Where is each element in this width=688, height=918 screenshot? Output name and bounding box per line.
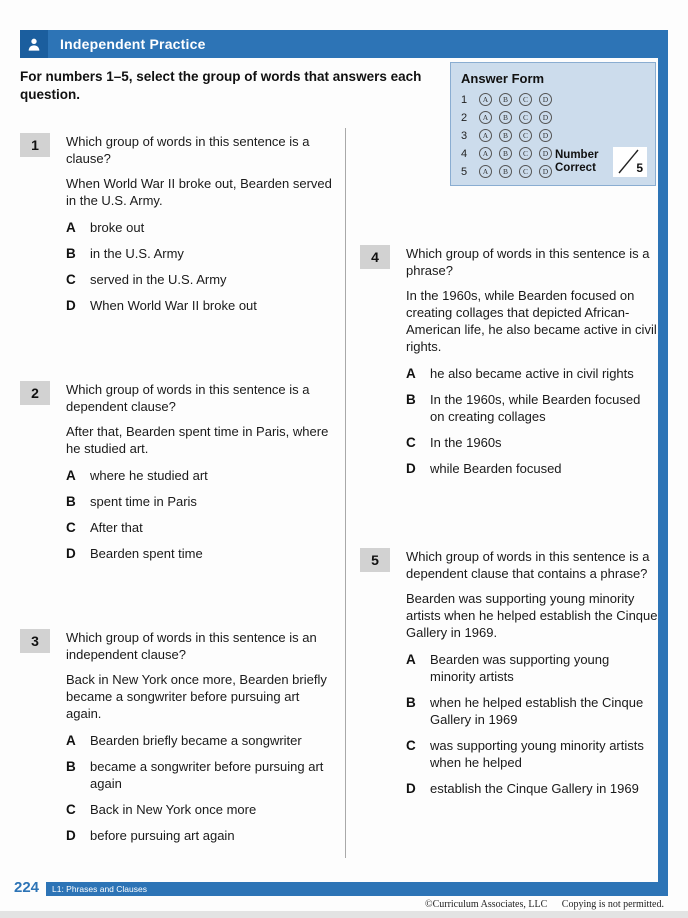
choices-list xyxy=(66,219,335,314)
bubble-c-icon[interactable]: C xyxy=(519,147,532,160)
choice-text: became a songwriter before pursuing art again xyxy=(90,759,324,791)
bubble-d-icon[interactable]: D xyxy=(539,165,552,178)
question-passage: In the 1960s, while Bearden focused on creating collages that depicted African-American life, he also became active in civil rights. xyxy=(406,288,657,354)
answer-choice-a[interactable] xyxy=(66,467,335,484)
question-prompt: Which group of words in this sentence is a dependent clause? xyxy=(66,382,310,414)
question-2 xyxy=(20,381,335,571)
answer-choice-b[interactable] xyxy=(66,245,335,262)
choices-list xyxy=(66,732,335,844)
question-1 xyxy=(20,133,335,323)
choice-letter: B xyxy=(66,246,76,261)
choice-text: served in the U.S. Army xyxy=(90,272,227,287)
choice-letter: D xyxy=(66,298,76,313)
question-number: 4 xyxy=(360,245,390,269)
choice-text: Bearden was supporting young minority artists xyxy=(430,652,610,684)
question-5 xyxy=(360,548,658,806)
bubble-a-icon[interactable]: A xyxy=(479,165,492,178)
choice-text: was supporting young minority artists when he helped xyxy=(430,738,644,770)
choice-letter: C xyxy=(406,738,416,753)
choice-letter: A xyxy=(406,366,416,381)
question-prompt: Which group of words in this sentence is a phrase? xyxy=(406,246,650,278)
number-correct-label: Number Correct xyxy=(555,149,599,174)
person-icon xyxy=(20,30,48,58)
answer-choice-c[interactable] xyxy=(66,801,335,818)
answer-choice-b[interactable] xyxy=(66,493,335,510)
question-passage: When World War II broke out, Bearden served in the U.S. Army. xyxy=(66,176,332,208)
question-prompt: Which group of words in this sentence is a clause? xyxy=(66,134,310,166)
directions-text: For numbers 1–5, select the group of words that answers each question. xyxy=(20,69,422,102)
answer-choice-b[interactable] xyxy=(406,391,658,425)
bubble-a-icon[interactable]: A xyxy=(479,93,492,106)
bubble-a-icon[interactable]: A xyxy=(479,111,492,124)
answer-choice-d[interactable] xyxy=(66,827,335,844)
permission-text: Copying is not permitted. xyxy=(561,899,664,910)
question-number: 2 xyxy=(20,381,50,405)
answer-choice-a[interactable] xyxy=(66,732,335,749)
choice-text: When World War II broke out xyxy=(90,298,257,313)
choice-letter: D xyxy=(406,781,416,796)
question-prompt: Which group of words in this sentence is an independent clause? xyxy=(66,630,317,662)
bubble-b-icon[interactable]: B xyxy=(499,111,512,124)
choice-letter: A xyxy=(66,468,76,483)
answer-form-row-2 xyxy=(461,111,645,124)
choice-letter: C xyxy=(406,435,416,450)
question-number: 1 xyxy=(20,133,50,157)
choices-list xyxy=(406,365,658,477)
bubble-b-icon[interactable]: B xyxy=(499,93,512,106)
choice-letter: D xyxy=(66,546,76,561)
answer-row-number: 2 xyxy=(461,111,468,124)
answer-row-number: 1 xyxy=(461,93,468,106)
choice-text: Bearden briefly became a songwriter xyxy=(90,733,302,748)
answer-choice-b[interactable] xyxy=(406,694,658,728)
choice-letter: C xyxy=(66,520,76,535)
question-passage: Back in New York once more, Bearden briefly became a songwriter before pursuing art again. xyxy=(66,672,327,721)
bubble-d-icon[interactable]: D xyxy=(539,129,552,142)
answer-form-row-3 xyxy=(461,129,645,142)
answer-form-title: Answer Form xyxy=(461,71,545,86)
bubble-b-icon[interactable]: B xyxy=(499,147,512,160)
answer-form xyxy=(450,62,656,186)
choice-text: establish the Cinque Gallery in 1969 xyxy=(430,781,639,796)
choice-text: In the 1960s xyxy=(430,435,502,450)
lesson-label: L1: Phrases and Clauses xyxy=(52,884,147,894)
right-column xyxy=(360,245,658,806)
bubble-c-icon[interactable]: C xyxy=(519,93,532,106)
scan-edge xyxy=(0,911,688,918)
bubble-c-icon[interactable]: C xyxy=(519,129,532,142)
choice-text: Bearden spent time xyxy=(90,546,203,561)
bubble-a-icon[interactable]: A xyxy=(479,129,492,142)
choice-text: before pursuing art again xyxy=(90,828,235,843)
score-total: 5 xyxy=(636,161,643,175)
answer-choice-a[interactable] xyxy=(66,219,335,236)
answer-choice-c[interactable] xyxy=(406,434,658,451)
bubble-d-icon[interactable]: D xyxy=(539,147,552,160)
answer-row-number: 5 xyxy=(461,165,468,178)
answer-choice-a[interactable] xyxy=(406,651,658,685)
choice-text: broke out xyxy=(90,220,145,235)
section-title: Independent Practice xyxy=(60,36,206,52)
choice-text: in the U.S. Army xyxy=(90,246,184,261)
choice-letter: B xyxy=(66,759,76,774)
choice-letter: B xyxy=(66,494,76,509)
question-4 xyxy=(360,245,658,486)
choice-letter: A xyxy=(66,220,76,235)
answer-row-number: 4 xyxy=(461,147,468,160)
column-divider xyxy=(345,128,346,858)
answer-choice-b[interactable] xyxy=(66,758,335,792)
choice-text: After that xyxy=(90,520,143,535)
choice-letter: B xyxy=(406,392,416,407)
left-column xyxy=(20,133,335,853)
bubble-b-icon[interactable]: B xyxy=(499,129,512,142)
answer-choice-d[interactable] xyxy=(406,460,658,477)
question-passage: Bearden was supporting young minority artists when he helped establish the Cinque Gallery in 1969. xyxy=(406,591,658,640)
choice-letter: C xyxy=(66,272,76,287)
bubble-d-icon[interactable]: D xyxy=(539,93,552,106)
choice-letter: D xyxy=(406,461,416,476)
choice-letter: D xyxy=(66,828,76,843)
page-edge-strip xyxy=(658,30,668,896)
bubble-c-icon[interactable]: C xyxy=(519,165,532,178)
choice-text: In the 1960s, while Bearden focused on creating collages xyxy=(430,392,641,424)
copyright-line xyxy=(425,899,664,910)
choices-list xyxy=(66,467,335,562)
score-box[interactable] xyxy=(613,147,647,177)
answer-row-number: 3 xyxy=(461,129,468,142)
choices-list xyxy=(406,651,658,797)
section-header xyxy=(20,30,668,58)
choice-letter: A xyxy=(66,733,76,748)
choice-text: he also became active in civil rights xyxy=(430,366,634,381)
answer-choice-c[interactable] xyxy=(66,271,335,288)
answer-choice-d[interactable] xyxy=(406,780,658,797)
answer-form-row-1 xyxy=(461,93,645,106)
question-passage: After that, Bearden spent time in Paris, where he studied art. xyxy=(66,424,329,456)
number-correct xyxy=(555,147,647,177)
question-3 xyxy=(20,629,335,853)
choice-text: Back in New York once more xyxy=(90,802,257,817)
answer-choice-c[interactable] xyxy=(406,737,658,771)
question-prompt: Which group of words in this sentence is a dependent clause that contains a phrase? xyxy=(406,549,650,581)
question-number: 3 xyxy=(20,629,50,653)
choice-letter: C xyxy=(66,802,76,817)
choice-letter: B xyxy=(406,695,416,710)
choice-letter: A xyxy=(406,652,416,667)
bubble-b-icon[interactable]: B xyxy=(499,165,512,178)
answer-choice-c[interactable] xyxy=(66,519,335,536)
bubble-c-icon[interactable]: C xyxy=(519,111,532,124)
choice-text: when he helped establish the Cinque Gallery in 1969 xyxy=(430,695,644,727)
answer-choice-a[interactable] xyxy=(406,365,658,382)
choice-text: where he studied art xyxy=(90,468,208,483)
footer-bar xyxy=(46,882,658,896)
answer-choice-d[interactable] xyxy=(66,545,335,562)
choice-text: while Bearden focused xyxy=(430,461,562,476)
bubble-d-icon[interactable]: D xyxy=(539,111,552,124)
question-number: 5 xyxy=(360,548,390,572)
page-number: 224 xyxy=(14,879,40,896)
copyright-text: ©Curriculum Associates, LLC xyxy=(424,899,548,910)
bubble-a-icon[interactable]: A xyxy=(479,147,492,160)
answer-choice-d[interactable] xyxy=(66,297,335,314)
choice-text: spent time in Paris xyxy=(90,494,197,509)
